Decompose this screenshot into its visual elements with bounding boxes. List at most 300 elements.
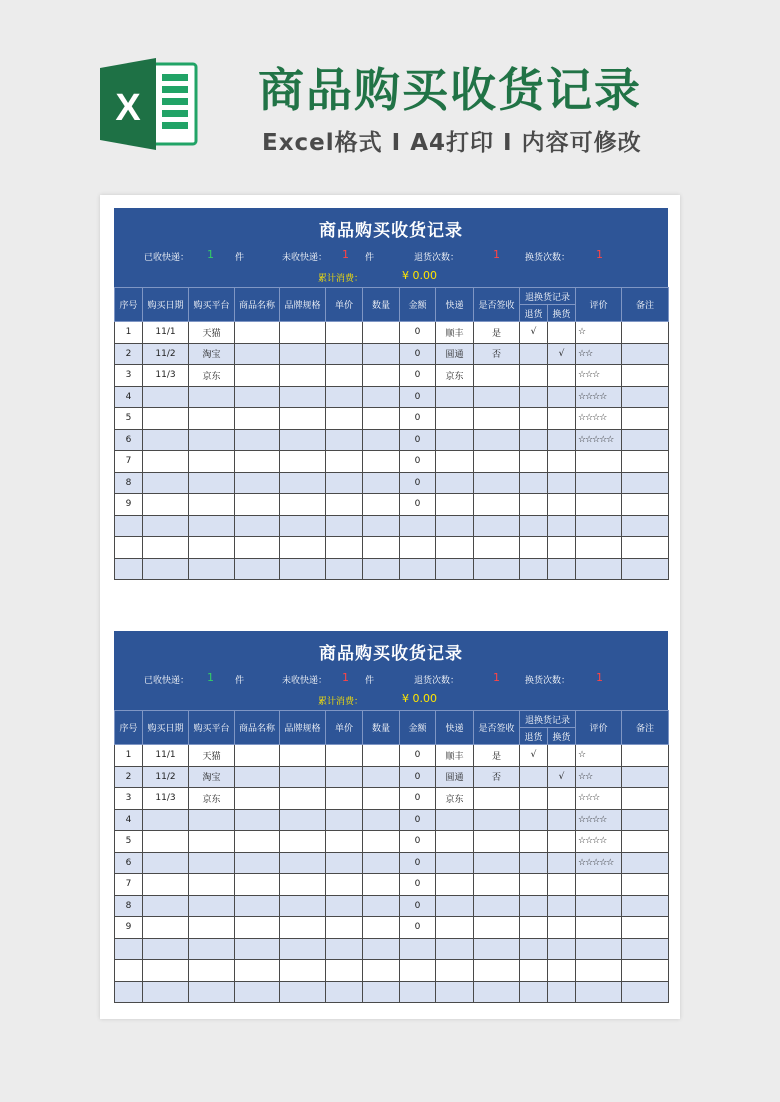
cell-name[interactable] (235, 408, 280, 430)
cell-spec[interactable] (280, 745, 326, 767)
cell-price[interactable] (326, 515, 363, 537)
cell-date[interactable] (143, 472, 189, 494)
cell-name[interactable] (235, 745, 280, 767)
cell-rating[interactable] (576, 917, 622, 939)
cell-no[interactable]: 6 (115, 429, 143, 451)
cell-spec[interactable] (280, 494, 326, 516)
cell-spec[interactable] (280, 451, 326, 473)
cell-platform[interactable]: 京东 (189, 788, 235, 810)
cell-price[interactable] (326, 343, 363, 365)
cell-date[interactable]: 11/1 (143, 322, 189, 344)
cell-name[interactable] (235, 788, 280, 810)
cell-name[interactable] (235, 386, 280, 408)
cell-no[interactable] (115, 981, 143, 1003)
cell-platform[interactable] (189, 981, 235, 1003)
cell-exchange[interactable]: √ (548, 343, 576, 365)
cell-qty[interactable] (363, 745, 400, 767)
cell-return[interactable] (520, 515, 548, 537)
cell-amount[interactable]: 0 (400, 766, 436, 788)
cell-amount[interactable]: 0 (400, 831, 436, 853)
cell-courier[interactable] (436, 537, 474, 559)
cell-amount[interactable]: 0 (400, 874, 436, 896)
cell-no[interactable] (115, 537, 143, 559)
cell-signed[interactable] (474, 365, 520, 387)
cell-courier[interactable] (436, 386, 474, 408)
cell-courier[interactable] (436, 981, 474, 1003)
cell-signed[interactable] (474, 960, 520, 982)
cell-qty[interactable] (363, 408, 400, 430)
cell-note[interactable] (622, 874, 669, 896)
cell-date[interactable]: 11/3 (143, 788, 189, 810)
cell-date[interactable] (143, 981, 189, 1003)
cell-spec[interactable] (280, 874, 326, 896)
cell-spec[interactable] (280, 558, 326, 580)
cell-no[interactable]: 4 (115, 386, 143, 408)
cell-name[interactable] (235, 874, 280, 896)
cell-qty[interactable] (363, 788, 400, 810)
cell-qty[interactable] (363, 472, 400, 494)
cell-no[interactable]: 8 (115, 895, 143, 917)
cell-no[interactable] (115, 960, 143, 982)
cell-courier[interactable] (436, 429, 474, 451)
cell-name[interactable] (235, 429, 280, 451)
cell-amount[interactable]: 0 (400, 429, 436, 451)
cell-no[interactable]: 9 (115, 494, 143, 516)
cell-exchange[interactable] (548, 938, 576, 960)
cell-platform[interactable]: 淘宝 (189, 766, 235, 788)
cell-courier[interactable]: 顺丰 (436, 745, 474, 767)
cell-exchange[interactable] (548, 429, 576, 451)
cell-signed[interactable] (474, 809, 520, 831)
cell-date[interactable] (143, 874, 189, 896)
cell-return[interactable] (520, 558, 548, 580)
cell-rating[interactable]: ☆☆☆☆☆ (576, 429, 622, 451)
cell-exchange[interactable] (548, 895, 576, 917)
cell-name[interactable] (235, 766, 280, 788)
cell-return[interactable] (520, 429, 548, 451)
cell-signed[interactable] (474, 938, 520, 960)
cell-courier[interactable]: 顺丰 (436, 322, 474, 344)
cell-courier[interactable] (436, 494, 474, 516)
cell-signed[interactable] (474, 788, 520, 810)
cell-note[interactable] (622, 809, 669, 831)
cell-return[interactable] (520, 766, 548, 788)
cell-rating[interactable]: ☆ (576, 745, 622, 767)
cell-price[interactable] (326, 386, 363, 408)
cell-return[interactable] (520, 831, 548, 853)
cell-signed[interactable] (474, 895, 520, 917)
cell-qty[interactable] (363, 809, 400, 831)
cell-qty[interactable] (363, 365, 400, 387)
cell-rating[interactable]: ☆ (576, 322, 622, 344)
cell-note[interactable] (622, 917, 669, 939)
cell-date[interactable]: 11/2 (143, 343, 189, 365)
cell-name[interactable] (235, 917, 280, 939)
cell-exchange[interactable] (548, 408, 576, 430)
cell-date[interactable] (143, 386, 189, 408)
cell-platform[interactable]: 天猫 (189, 745, 235, 767)
cell-courier[interactable] (436, 960, 474, 982)
cell-platform[interactable] (189, 831, 235, 853)
cell-amount[interactable]: 0 (400, 451, 436, 473)
cell-note[interactable] (622, 408, 669, 430)
cell-rating[interactable] (576, 558, 622, 580)
cell-qty[interactable] (363, 386, 400, 408)
cell-exchange[interactable] (548, 365, 576, 387)
cell-signed[interactable] (474, 874, 520, 896)
cell-amount[interactable] (400, 960, 436, 982)
cell-courier[interactable] (436, 472, 474, 494)
cell-qty[interactable] (363, 766, 400, 788)
cell-date[interactable]: 11/2 (143, 766, 189, 788)
cell-rating[interactable] (576, 472, 622, 494)
cell-name[interactable] (235, 981, 280, 1003)
cell-signed[interactable] (474, 831, 520, 853)
cell-date[interactable] (143, 537, 189, 559)
cell-name[interactable] (235, 343, 280, 365)
cell-date[interactable] (143, 558, 189, 580)
cell-date[interactable] (143, 831, 189, 853)
cell-exchange[interactable] (548, 960, 576, 982)
cell-exchange[interactable] (548, 472, 576, 494)
cell-date[interactable] (143, 451, 189, 473)
cell-rating[interactable]: ☆☆ (576, 343, 622, 365)
cell-platform[interactable] (189, 874, 235, 896)
cell-amount[interactable] (400, 537, 436, 559)
cell-no[interactable]: 9 (115, 917, 143, 939)
cell-date[interactable] (143, 408, 189, 430)
cell-platform[interactable] (189, 494, 235, 516)
cell-note[interactable] (622, 960, 669, 982)
cell-date[interactable] (143, 515, 189, 537)
cell-qty[interactable] (363, 515, 400, 537)
cell-qty[interactable] (363, 537, 400, 559)
cell-return[interactable]: √ (520, 745, 548, 767)
cell-return[interactable] (520, 365, 548, 387)
cell-spec[interactable] (280, 429, 326, 451)
cell-rating[interactable] (576, 895, 622, 917)
cell-date[interactable]: 11/1 (143, 745, 189, 767)
cell-return[interactable] (520, 938, 548, 960)
cell-return[interactable] (520, 343, 548, 365)
cell-qty[interactable] (363, 981, 400, 1003)
cell-note[interactable] (622, 938, 669, 960)
cell-date[interactable] (143, 494, 189, 516)
cell-rating[interactable]: ☆☆☆ (576, 365, 622, 387)
cell-note[interactable] (622, 981, 669, 1003)
cell-courier[interactable] (436, 831, 474, 853)
cell-courier[interactable] (436, 809, 474, 831)
cell-platform[interactable] (189, 960, 235, 982)
cell-qty[interactable] (363, 895, 400, 917)
cell-price[interactable] (326, 852, 363, 874)
cell-exchange[interactable]: √ (548, 766, 576, 788)
cell-note[interactable] (622, 451, 669, 473)
cell-spec[interactable] (280, 960, 326, 982)
cell-signed[interactable] (474, 917, 520, 939)
cell-note[interactable] (622, 745, 669, 767)
cell-spec[interactable] (280, 472, 326, 494)
cell-no[interactable]: 3 (115, 365, 143, 387)
cell-signed[interactable] (474, 537, 520, 559)
cell-signed[interactable] (474, 429, 520, 451)
cell-no[interactable]: 8 (115, 472, 143, 494)
cell-rating[interactable] (576, 938, 622, 960)
cell-platform[interactable] (189, 386, 235, 408)
cell-signed[interactable] (474, 408, 520, 430)
cell-amount[interactable]: 0 (400, 386, 436, 408)
cell-qty[interactable] (363, 938, 400, 960)
cell-return[interactable] (520, 852, 548, 874)
cell-date[interactable] (143, 852, 189, 874)
cell-price[interactable] (326, 874, 363, 896)
cell-note[interactable] (622, 494, 669, 516)
cell-amount[interactable]: 0 (400, 809, 436, 831)
cell-price[interactable] (326, 537, 363, 559)
cell-spec[interactable] (280, 343, 326, 365)
cell-return[interactable] (520, 981, 548, 1003)
cell-return[interactable] (520, 874, 548, 896)
cell-rating[interactable] (576, 515, 622, 537)
cell-spec[interactable] (280, 365, 326, 387)
cell-spec[interactable] (280, 537, 326, 559)
cell-courier[interactable] (436, 558, 474, 580)
cell-name[interactable] (235, 852, 280, 874)
cell-no[interactable]: 4 (115, 809, 143, 831)
cell-spec[interactable] (280, 981, 326, 1003)
cell-spec[interactable] (280, 809, 326, 831)
cell-no[interactable]: 2 (115, 343, 143, 365)
cell-spec[interactable] (280, 386, 326, 408)
cell-amount[interactable]: 0 (400, 745, 436, 767)
cell-spec[interactable] (280, 788, 326, 810)
cell-rating[interactable]: ☆☆ (576, 766, 622, 788)
cell-return[interactable] (520, 809, 548, 831)
cell-no[interactable]: 7 (115, 874, 143, 896)
cell-spec[interactable] (280, 766, 326, 788)
cell-note[interactable] (622, 766, 669, 788)
cell-signed[interactable] (474, 386, 520, 408)
cell-name[interactable] (235, 960, 280, 982)
cell-platform[interactable] (189, 852, 235, 874)
cell-date[interactable] (143, 429, 189, 451)
cell-name[interactable] (235, 895, 280, 917)
cell-price[interactable] (326, 745, 363, 767)
cell-name[interactable] (235, 558, 280, 580)
cell-signed[interactable] (474, 472, 520, 494)
cell-no[interactable]: 1 (115, 745, 143, 767)
cell-return[interactable] (520, 408, 548, 430)
cell-no[interactable]: 7 (115, 451, 143, 473)
cell-exchange[interactable] (548, 558, 576, 580)
cell-price[interactable] (326, 766, 363, 788)
cell-name[interactable] (235, 365, 280, 387)
cell-date[interactable] (143, 960, 189, 982)
cell-qty[interactable] (363, 322, 400, 344)
cell-qty[interactable] (363, 960, 400, 982)
cell-platform[interactable] (189, 429, 235, 451)
cell-signed[interactable]: 是 (474, 322, 520, 344)
cell-rating[interactable]: ☆☆☆☆ (576, 386, 622, 408)
cell-date[interactable] (143, 917, 189, 939)
cell-name[interactable] (235, 472, 280, 494)
cell-spec[interactable] (280, 895, 326, 917)
cell-return[interactable] (520, 494, 548, 516)
cell-qty[interactable] (363, 831, 400, 853)
cell-rating[interactable]: ☆☆☆☆ (576, 831, 622, 853)
cell-rating[interactable]: ☆☆☆☆ (576, 408, 622, 430)
cell-exchange[interactable] (548, 809, 576, 831)
cell-price[interactable] (326, 788, 363, 810)
cell-rating[interactable]: ☆☆☆☆ (576, 809, 622, 831)
cell-spec[interactable] (280, 917, 326, 939)
cell-return[interactable] (520, 960, 548, 982)
cell-spec[interactable] (280, 938, 326, 960)
cell-return[interactable] (520, 895, 548, 917)
cell-rating[interactable] (576, 537, 622, 559)
cell-amount[interactable]: 0 (400, 343, 436, 365)
cell-courier[interactable] (436, 895, 474, 917)
cell-no[interactable]: 1 (115, 322, 143, 344)
cell-amount[interactable]: 0 (400, 895, 436, 917)
cell-courier[interactable] (436, 515, 474, 537)
cell-no[interactable]: 5 (115, 831, 143, 853)
cell-exchange[interactable] (548, 981, 576, 1003)
cell-signed[interactable] (474, 981, 520, 1003)
cell-exchange[interactable] (548, 537, 576, 559)
cell-platform[interactable] (189, 451, 235, 473)
cell-platform[interactable] (189, 895, 235, 917)
cell-signed[interactable] (474, 852, 520, 874)
cell-amount[interactable] (400, 938, 436, 960)
cell-return[interactable] (520, 451, 548, 473)
cell-note[interactable] (622, 472, 669, 494)
cell-name[interactable] (235, 451, 280, 473)
cell-price[interactable] (326, 558, 363, 580)
cell-platform[interactable]: 天猫 (189, 322, 235, 344)
cell-platform[interactable]: 淘宝 (189, 343, 235, 365)
cell-exchange[interactable] (548, 788, 576, 810)
cell-no[interactable]: 2 (115, 766, 143, 788)
cell-courier[interactable] (436, 408, 474, 430)
cell-note[interactable] (622, 429, 669, 451)
cell-exchange[interactable] (548, 451, 576, 473)
cell-qty[interactable] (363, 874, 400, 896)
cell-rating[interactable] (576, 494, 622, 516)
cell-no[interactable]: 6 (115, 852, 143, 874)
cell-no[interactable] (115, 938, 143, 960)
cell-note[interactable] (622, 537, 669, 559)
cell-no[interactable]: 3 (115, 788, 143, 810)
cell-amount[interactable]: 0 (400, 917, 436, 939)
cell-exchange[interactable] (548, 874, 576, 896)
cell-signed[interactable]: 否 (474, 766, 520, 788)
cell-rating[interactable] (576, 981, 622, 1003)
cell-price[interactable] (326, 831, 363, 853)
cell-courier[interactable]: 圆通 (436, 766, 474, 788)
cell-price[interactable] (326, 472, 363, 494)
cell-price[interactable] (326, 408, 363, 430)
cell-note[interactable] (622, 852, 669, 874)
cell-platform[interactable] (189, 408, 235, 430)
cell-amount[interactable] (400, 515, 436, 537)
cell-note[interactable] (622, 322, 669, 344)
cell-price[interactable] (326, 895, 363, 917)
cell-signed[interactable] (474, 494, 520, 516)
cell-platform[interactable] (189, 537, 235, 559)
cell-courier[interactable] (436, 917, 474, 939)
cell-amount[interactable]: 0 (400, 472, 436, 494)
cell-name[interactable] (235, 515, 280, 537)
cell-spec[interactable] (280, 515, 326, 537)
cell-name[interactable] (235, 938, 280, 960)
cell-note[interactable] (622, 343, 669, 365)
cell-spec[interactable] (280, 831, 326, 853)
cell-exchange[interactable] (548, 831, 576, 853)
cell-note[interactable] (622, 558, 669, 580)
cell-qty[interactable] (363, 429, 400, 451)
cell-amount[interactable]: 0 (400, 494, 436, 516)
cell-price[interactable] (326, 429, 363, 451)
cell-return[interactable] (520, 917, 548, 939)
cell-courier[interactable]: 京东 (436, 365, 474, 387)
cell-exchange[interactable] (548, 386, 576, 408)
cell-exchange[interactable] (548, 494, 576, 516)
cell-return[interactable]: √ (520, 322, 548, 344)
cell-qty[interactable] (363, 451, 400, 473)
cell-platform[interactable] (189, 938, 235, 960)
cell-date[interactable]: 11/3 (143, 365, 189, 387)
cell-name[interactable] (235, 494, 280, 516)
cell-exchange[interactable] (548, 745, 576, 767)
cell-platform[interactable] (189, 917, 235, 939)
cell-amount[interactable]: 0 (400, 852, 436, 874)
cell-rating[interactable] (576, 874, 622, 896)
cell-courier[interactable] (436, 874, 474, 896)
cell-price[interactable] (326, 365, 363, 387)
cell-qty[interactable] (363, 343, 400, 365)
cell-price[interactable] (326, 981, 363, 1003)
cell-price[interactable] (326, 960, 363, 982)
cell-spec[interactable] (280, 408, 326, 430)
cell-qty[interactable] (363, 558, 400, 580)
cell-signed[interactable] (474, 558, 520, 580)
cell-spec[interactable] (280, 852, 326, 874)
cell-qty[interactable] (363, 494, 400, 516)
cell-return[interactable] (520, 472, 548, 494)
cell-qty[interactable] (363, 917, 400, 939)
cell-date[interactable] (143, 809, 189, 831)
cell-platform[interactable] (189, 809, 235, 831)
cell-note[interactable] (622, 515, 669, 537)
cell-exchange[interactable] (548, 917, 576, 939)
cell-no[interactable]: 5 (115, 408, 143, 430)
cell-platform[interactable] (189, 558, 235, 580)
cell-name[interactable] (235, 537, 280, 559)
cell-note[interactable] (622, 788, 669, 810)
cell-price[interactable] (326, 809, 363, 831)
cell-note[interactable] (622, 386, 669, 408)
cell-exchange[interactable] (548, 322, 576, 344)
cell-amount[interactable]: 0 (400, 322, 436, 344)
cell-amount[interactable] (400, 558, 436, 580)
cell-price[interactable] (326, 451, 363, 473)
cell-spec[interactable] (280, 322, 326, 344)
cell-name[interactable] (235, 322, 280, 344)
cell-amount[interactable] (400, 981, 436, 1003)
cell-date[interactable] (143, 938, 189, 960)
cell-courier[interactable]: 圆通 (436, 343, 474, 365)
